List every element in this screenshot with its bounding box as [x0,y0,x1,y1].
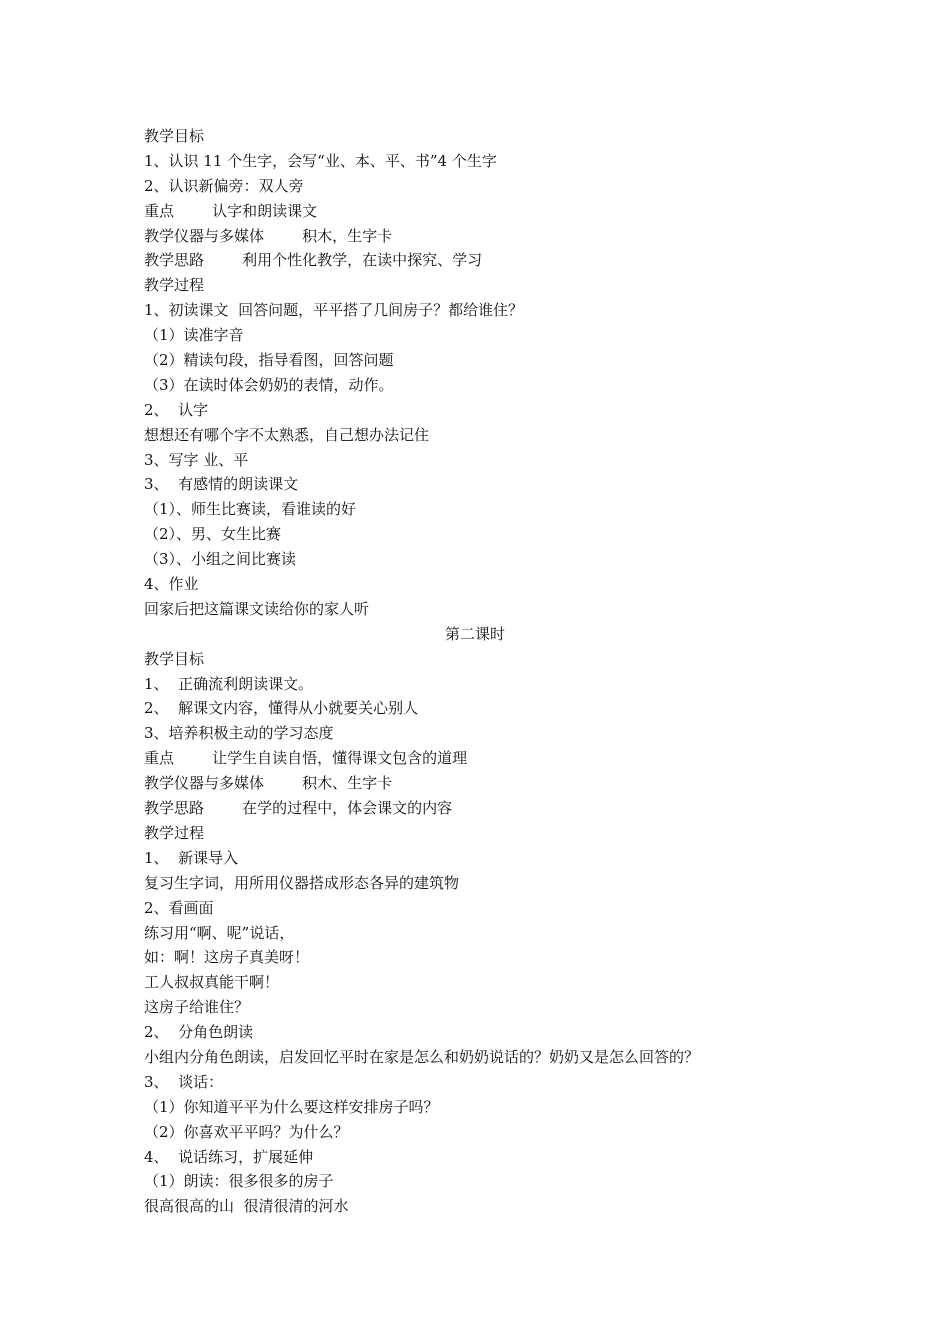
text-line: 工人叔叔真能干啊！ [144,973,280,992]
text-line: 教学思路 利用个性化教学，在读中探究、学习 [144,251,483,270]
text-line: 4、 说话练习，扩展延伸 [144,1147,314,1166]
text-line: 教学仪器与多媒体 积木、生字卡 [144,774,393,793]
text-line: 2、认识新偏旁：双人旁 [144,176,304,195]
section-heading: 教学过程 [144,823,205,842]
text-line: 2、看画面 [144,898,214,917]
text-line: 教学思路 在学的过程中，体会课文的内容 [144,799,453,818]
text-line: 很高很高的山 很清很清的河水 [144,1197,349,1216]
text-line: （1）你知道平平为什么要这样安排房子吗？ [144,1097,439,1116]
text-line: 练习用“啊、呢”说话， [144,923,295,942]
text-line: （3）、小组之间比赛读 [144,550,297,569]
text-line: 1、 新课导入 [144,848,239,867]
text-line: （1）朗读：很多很多的房子 [144,1172,334,1191]
document-body [144,124,844,1219]
text-line: （1）读准字音 [144,326,244,345]
text-line: 3、培养积极主动的学习态度 [144,724,334,743]
text-line: 2、 解课文内容，懂得从小就要关心别人 [144,699,419,718]
text-line: 3、 谈话： [144,1072,224,1091]
text-line: （2）精读句段，指导看图，回答问题 [144,351,394,370]
section-heading: 教学过程 [144,276,205,295]
text-line: （2）、男、女生比赛 [144,525,282,544]
text-line: 复习生字词，用所用仪器搭成形态各异的建筑物 [144,873,460,892]
text-line: 1、 正确流利朗读课文。 [144,674,314,693]
text-line: 想想还有哪个字不太熟悉，自己想办法记住 [144,425,430,444]
section-heading: 教学目标 [144,649,205,668]
text-line: （1）、师生比赛读，看谁读的好 [144,500,357,519]
text-line: 重点 认字和朗读课文 [144,201,318,220]
text-line: 2、 认字 [144,400,209,419]
text-line: 1、初读课文 回答问题，平平搭了几间房子？都给谁住？ [144,301,524,320]
lesson-title: 第二课时 [444,624,505,643]
text-line: （3）在读时体会奶奶的表情，动作。 [144,375,394,394]
text-line: 回家后把这篇课文读给你的家人听 [144,599,370,618]
text-line: （2）你喜欢平平吗？为什么？ [144,1122,349,1141]
text-line: 这房子给谁住？ [144,998,250,1017]
text-line: 如：啊！这房子真美呀！ [144,948,310,967]
text-line: 3、 有感情的朗读课文 [144,475,299,494]
text-line: 2、 分角色朗读 [144,1023,254,1042]
text-line: 重点 让学生自读自悟，懂得课文包含的道理 [144,749,468,768]
text-line: 1、认识 11 个生字，会写“业、本、平、书”4 个生字 [144,151,497,170]
section-heading: 教学目标 [144,127,205,145]
text-line: 小组内分角色朗读，启发回忆平时在家是怎么和奶奶说话的？奶奶又是怎么回答的？ [144,1047,700,1066]
text-line: 4、作业 [144,575,199,594]
text-line: 3、写字 业、平 [144,450,249,469]
text-line: 教学仪器与多媒体 积木，生字卡 [144,226,393,245]
